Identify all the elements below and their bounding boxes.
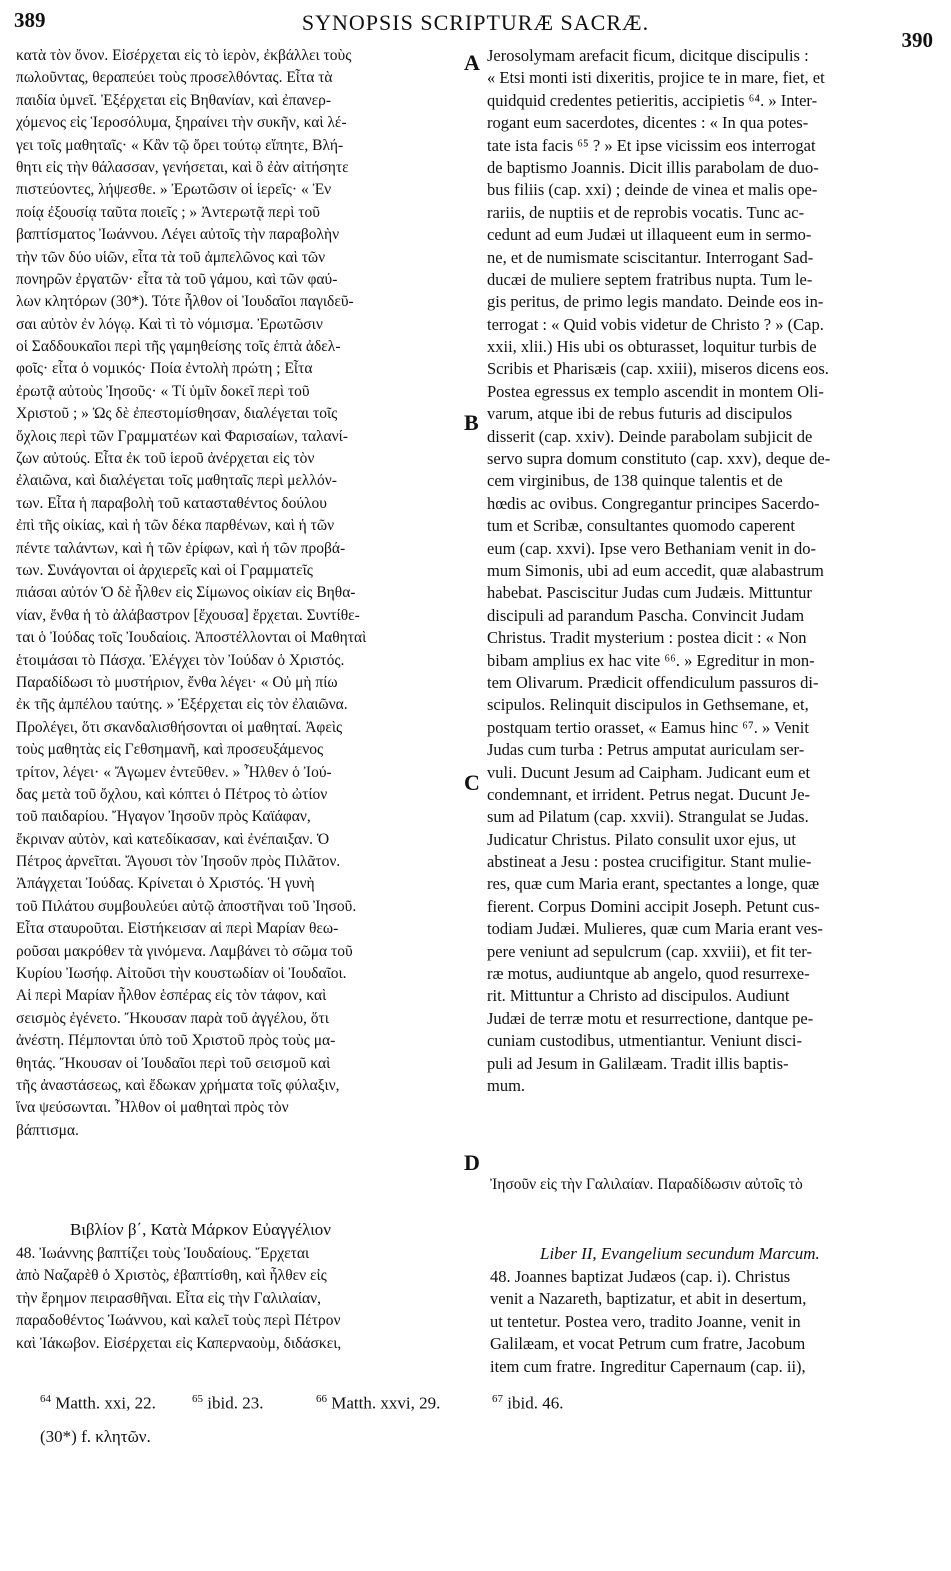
latin-text-line: condemnant, et irrident. Petrus negat. Ducunt Je- — [487, 784, 811, 804]
greek-text-line: τοῦ παιδαρίου. Ἤγαγον Ἰησοῦν πρὸς Καϊάφαν, — [16, 808, 311, 826]
latin-text-line: mum Simonis, ubi ad eum accedit, quæ alabastrum — [487, 560, 824, 580]
greek-text-line: τρίτον, λέγει· « Ἄγωμεν ἐντεῦθεν. » Ἦλθεν ὁ Ἰού- — [16, 763, 332, 781]
latin-text-line: hœdis ac ovibus. Congregantur principes Sacerdo- — [487, 493, 820, 513]
greek-text-line: Ἀπάγχεται Ἰούδας. Κρίνεται ὁ Χριστός. Ἡ γυνὴ — [16, 875, 315, 893]
latin-section-line: Galilæam, et vocat Petrum cum fratre, Jacobum — [490, 1334, 806, 1354]
greek-text-line: σεισμὸς ἐγένετο. Ἤκουσαν παρὰ τοῦ ἀγγέλου, ὅτι — [16, 1009, 329, 1027]
latin-text-line: habebat. Pasciscitur Judas cum Judæis. Mittuntur — [487, 583, 812, 603]
greek-text-line: βάπτισμα. — [16, 1121, 79, 1139]
greek-text-line: λων κλητόρων (30*). Τότε ἦλθον οἱ Ἰουδαῖοι παγιδεῦ- — [16, 293, 354, 311]
greek-text-line: τῆς ἀναστάσεως, καὶ ἔδωκαν χρήματα τοῖς φύλαξιν, — [16, 1076, 340, 1094]
latin-text-line: quidquid credentes petieritis, accipietis ⁶⁴. » Inter- — [487, 90, 818, 110]
section-marker-b: B — [464, 410, 479, 435]
greek-text-line: θητάς. Ἤκουσαν οἱ Ἰουδαῖοι περὶ τοῦ σεισμοῦ καὶ — [16, 1054, 331, 1072]
greek-text-line: ἵνα ψεύσωνται. Ἦλθον οἱ μαθηταὶ πρὸς τὸν — [16, 1099, 289, 1117]
latin-text-line: Judæi de terræ motu et resurrectione, dantque pe- — [487, 1008, 814, 1028]
greek-text-line: βαπτίσματος Ἰωάννου. Λέγει αὐτοῖς τὴν παραβολὴν — [16, 226, 340, 244]
footnote-67-text: ibid. 46. — [507, 1393, 564, 1413]
greek-text-line: των. Εἶτα ἡ παραβολὴ τοῦ κατασταθέντος δούλου — [16, 494, 327, 512]
latin-text-line: gis peritus, de primo legis mandato. Deinde eos in- — [487, 292, 824, 312]
greek-section-line: ἀπὸ Ναζαρὲθ ὁ Χριστὸς, ἐβαπτίσθη, καὶ ἦλθεν εἰς — [16, 1267, 327, 1285]
greek-text-line: χόμενος εἰς Ἱεροσόλυμα, ξηραίνει τὴν συκῆν, καὶ λέ- — [16, 114, 347, 132]
latin-text-line: Christus. Tradit mysterium : postea dicit : « Non — [487, 628, 807, 648]
greek-text-line: ποίᾳ ἐξουσίᾳ ταῦτα ποιεῖς ; » Ἀντερωτᾷ περὶ τοῦ — [16, 203, 320, 221]
latin-text-line: xxii, xlii.) His ubi os obturasset, loquitur turbis de — [487, 337, 817, 357]
greek-text-line: τὴν τῶν δύο υἱῶν, εἶτα τὰ τοῦ ἀμπελῶνος καὶ τῶν — [16, 248, 326, 266]
greek-section-line: καὶ Ἰάκωβον. Εἰσέρχεται εἰς Καπερναοὺμ, διδάσκει, — [16, 1334, 342, 1352]
footnote-64-number: 64 — [40, 1393, 51, 1405]
footnote-67-number: 67 — [492, 1393, 503, 1405]
footnote-66 — [316, 1393, 440, 1414]
greek-section-line: τὴν ἔρημον πειρασθῆναι. Εἶτα εἰς τὴν Γαλιλαίαν, — [16, 1289, 321, 1307]
greek-continuation-line: Ἰησοῦν εἰς τὴν Γαλιλαίαν. Παραδίδωσιν αὐτοῖς τὸ — [490, 1176, 803, 1193]
latin-text-line: Postea egressus ex templo ascendit in montem Oli- — [487, 381, 824, 401]
greek-text-line: γει τοῖς μαθηταῖς· « Κἂν τῷ ὄρει τούτῳ εἴπητε, Βλή- — [16, 136, 344, 154]
greek-subtitle: Βιβλίον β΄, Κατὰ Μάρκον Εὐαγγέλιον — [70, 1220, 331, 1239]
latin-text-line: bus filiis (cap. xxi) ; deinde de vinea et malis ope- — [487, 180, 818, 200]
latin-text-line: mum. — [487, 1075, 526, 1095]
running-title: SYNOPSIS SCRIPTURÆ SACRÆ. — [301, 10, 650, 35]
greek-text-line: οἱ Σαδδουκαῖοι περὶ τῆς γαμηθείσης τοῖς ἑπτὰ ἀδελ- — [16, 338, 341, 356]
latin-text-line: puli ad Jesum in Galilæam. Tradit illis baptis- — [487, 1053, 789, 1073]
latin-text-line: ne, et de numismate sciscitantur. Interrogant Sad- — [487, 247, 814, 267]
greek-text-line: πονηρῶν ἐργατῶν· εἶτα τὰ τοῦ γάμου, καὶ τῶν φαύ- — [16, 270, 338, 288]
latin-text-line: postquam tertio orasset, « Eamus hinc ⁶⁷. » Venit — [487, 717, 809, 737]
greek-section-line: 48. Ἰωάννης βαπτίζει τοὺς Ἰουδαίους. Ἔρχεται — [16, 1245, 310, 1262]
greek-text-line: σαι αὐτὸν ἐν λόγῳ. Καὶ τὶ τὸ νόμισμα. Ἐρωτῶσιν — [16, 315, 323, 333]
latin-section-line: item cum fratre. Ingreditur Capernaum (cap. ii), — [490, 1356, 806, 1376]
greek-column — [16, 45, 462, 1142]
footnote-67 — [492, 1393, 563, 1414]
section-marker-c: C — [464, 770, 480, 795]
footnote-65-text: ibid. 23. — [207, 1393, 264, 1413]
latin-text-line: « Etsi monti isti dixeritis, projice te in mare, fiet, et — [487, 68, 825, 88]
latin-section-line: ut tentetur. Postea vero, tradito Joanne, venit in — [490, 1311, 801, 1331]
footnote-66-text: Matth. xxvi, 29. — [331, 1393, 441, 1413]
latin-text-line: ræ motus, audiuntque ab angelo, quod resurrexe- — [487, 964, 810, 984]
greek-text-line: πέντε ταλάντων, καὶ ἡ τῶν ἐρίφων, καὶ ἡ τῶν προβά- — [16, 539, 346, 557]
section-marker-d: D — [464, 1150, 480, 1175]
latin-text-line: tate ista facis ⁶⁵ ? » Et ipse vicissim eos interrogat — [487, 135, 816, 155]
greek-text-line: θητι εἰς τὴν θάλασσαν, γενήσεται, καὶ ὃ ἐὰν αἰτήσητε — [16, 158, 349, 176]
latin-text-line: cedunt ad eum Judæi ut illaqueent eum in sermo- — [487, 225, 812, 245]
footnote-65 — [192, 1393, 263, 1414]
latin-text-line: Judicatur Christus. Pilato consulit uxor ejus, ut — [487, 829, 796, 849]
latin-text-line: varum, atque ibi de rebus futuris ad discipulos — [487, 404, 793, 424]
footnote-30: (30*) f. κλητῶν. — [40, 1427, 151, 1446]
latin-section-line: 48. Joannes baptizat Judæos (cap. i). Christus — [490, 1267, 791, 1286]
latin-text-line: res, quæ cum Maria erant, spectantes a longe, quæ — [487, 874, 820, 894]
latin-text-line: bibam amplius ex hac vite ⁶⁶. » Egreditur in mon- — [487, 650, 815, 670]
greek-text-line: ἐπὶ τῆς οἰκίας, καὶ ἡ τῶν δέκα παρθένων, καὶ ἡ τῶν — [16, 517, 335, 535]
latin-text-line: Scribis et Pharisæis (cap. xxiii), miseros dicens eos. — [487, 359, 829, 379]
greek-text-line: ἐρωτᾷ αὐτοὺς Ἰησοῦς· « Τί ὑμῖν δοκεῖ περὶ τοῦ — [16, 382, 310, 400]
latin-text-line: cuniam custodibus, utmentiantur. Veniunt disci- — [487, 1031, 802, 1051]
greek-text-line: των. Συνάγονται οἱ ἀρχιερεῖς καὶ οἱ Γραμματεῖς — [16, 561, 313, 579]
page-number-right: 390 — [901, 28, 933, 52]
latin-text-line: scipulos. Relinquit discipulos in Gethsemane, et, — [487, 695, 809, 715]
latin-text-line: sum ad Pilatum (cap. xxvii). Strangulat se Judas. — [487, 807, 809, 827]
greek-text-line: ἔκριναν αὐτὸν, καὶ κατεδίκασαν, καὶ ἐνέπαιξαν. Ὁ — [16, 830, 330, 848]
latin-text-line: Judas cum turba : Petrus amputat auriculam ser- — [487, 740, 805, 760]
greek-text-line: πιστεύοντες, λήψεσθε. » Ἐρωτῶσιν οἱ ἱερεῖς· « Ἐν — [16, 181, 332, 199]
footnote-64 — [40, 1393, 156, 1414]
greek-section-line: παραδοθέντος Ἰωάννου, καὶ καλεῖ τοὺς περὶ Πέτρον — [16, 1312, 341, 1330]
greek-text-line: ἐκ τῆς ἀμπέλου ταύτης. » Ἐξέρχεται εἰς τὸν ἐλαιῶνα. — [16, 696, 348, 714]
greek-section — [16, 1243, 462, 1355]
latin-text-line: fierent. Corpus Domini accipit Joseph. Petunt cus- — [487, 896, 820, 916]
greek-text-line: τοῦ Πιλάτου συμβουλεύει αὐτῷ ἀποστῆναι τοῦ Ἰησοῦ. — [16, 897, 357, 915]
latin-subtitle: Liber II, Evangelium secundum Marcum. — [540, 1244, 820, 1263]
greek-text-line: κατὰ τὸν ὄνον. Εἰσέρχεται εἰς τὸ ἱερὸν, ἐκβάλλει τοὺς — [16, 47, 352, 64]
footnote-65-number: 65 — [192, 1393, 203, 1405]
section-marker-a: A — [464, 50, 480, 75]
latin-text-line: eum (cap. xxvi). Ipse vero Bethaniam venit in do- — [487, 538, 816, 558]
greek-text-line: Παραδίδωσι τὸ μυστήριον, ἔνθα λέγει· « Οὐ μὴ πίω — [16, 673, 338, 691]
latin-text-line: vuli. Ducunt Jesum ad Caipham. Judicant eum et — [487, 762, 811, 782]
latin-text-line: tem Olivarum. Prædicit offendiculum passuros di- — [487, 672, 819, 692]
latin-text-line: de baptismo Joannis. Dicit illis parabolam de duo- — [487, 157, 819, 177]
latin-text-line: rariis, de nuptiis et de reprobis vocatis. Tunc ac- — [487, 202, 805, 222]
greek-text-line: Κυρίου Ἰωσήφ. Αἰτοῦσι τὴν κουστωδίαν οἱ Ἰουδαῖοι. — [16, 965, 347, 983]
latin-section-line: venit a Nazareth, baptizatur, et abit in desertum, — [490, 1289, 807, 1309]
greek-text-line: Πέτρος ἀρνεῖται. Ἄγουσι τὸν Ἰησοῦν πρὸς Πιλᾶτον. — [16, 853, 341, 871]
greek-text-line: ἀνέστη. Πέμπονται ὑπὸ τοῦ Χριστοῦ πρὸς τοὺς μα- — [16, 1032, 336, 1050]
latin-text-line: rogant eum sacerdotes, dicentes : « In qua potes- — [487, 113, 809, 133]
greek-text-line: παιδία ὑμνεῖ. Ἐξέρχεται εἰς Βηθανίαν, καὶ ἐπανερ- — [16, 91, 331, 109]
greek-text-line: νίαν, ἔνθα ἡ τὸ ἀλάβαστρον [ἔχουσα] ἔρχεται. Συντίθε- — [16, 606, 360, 624]
greek-text-line: πιάσαι αὐτόν Ὁ δὲ ἦλθεν εἰς Σίμωνος οἰκίαν εἰς Βηθα- — [16, 584, 356, 602]
greek-text-line: ζων αὐτούς. Εἶτα ἐκ τοῦ ἱεροῦ ἀνέρχεται εἰς τὸν — [16, 450, 315, 468]
latin-text-line: terrogat : « Quid vobis videtur de Christo ? » (Cap. — [487, 314, 824, 334]
latin-text-line: todiam Judæi. Mulieres, quæ cum Maria erant ves- — [487, 919, 823, 939]
latin-text-line: tum et Scribæ, consultantes quomodo caperent — [487, 516, 795, 536]
latin-text-line: abstineat a Jesu : postea crucifigitur. Stant mulie- — [487, 852, 812, 872]
greek-text-line: Εἶτα σταυροῦται. Εἰστήκεισαν αἱ περὶ Μαρίαν θεω- — [16, 920, 339, 938]
greek-text-line: Αἱ περὶ Μαρίαν ἦλθον ἑσπέρας εἰς τὸν τάφον, καὶ — [16, 987, 327, 1005]
greek-text-line: τοὺς μαθητὰς εἰς Γεθσημανῆ, καὶ προσευξάμενος — [16, 741, 324, 759]
latin-text-line: Jerosolymam arefacit ficum, dicitque discipulis : — [487, 46, 809, 65]
latin-column — [487, 45, 937, 1097]
greek-text-line: ἑτοιμάσαι τὸ Πάσχα. Ἐλέγχει τὸν Ἰούδαν ὁ Χριστός. — [16, 651, 345, 669]
latin-text-line: discipuli ad parandum Pascha. Convincit Judam — [487, 605, 805, 625]
greek-text-line: ται ὁ Ἰούδας τοῖς Ἰουδαίοις. Ἀποστέλλονται οἱ Μαθηταὶ — [16, 629, 367, 647]
latin-text-line: cem virginibus, de 138 quinque talentis et de — [487, 471, 783, 491]
greek-text-line: ροῦσαι μακρόθεν τὰ γινόμενα. Λαμβάνει τὸ σῶμα τοῦ — [16, 942, 353, 960]
greek-text-line: φοῖς· εἶτα ὁ νομικός· Ποία ἐντολὴ πρώτη ; Εἶτα — [16, 360, 313, 378]
latin-text-line: ducæi de muliere septem fratribus nupta. Tum le- — [487, 269, 813, 289]
latin-text-line: disserit (cap. xxiv). Deinde parabolam subjicit de — [487, 426, 813, 446]
page-number-left: 389 — [14, 8, 46, 32]
greek-text-line: πωλοῦντας, θεραπεύει τοὺς προσελθόντας. Εἶτα τὰ — [16, 69, 333, 87]
greek-text-line: Χριστοῦ ; » Ὡς δὲ ἐπεστομίσθησαν, διαλέγεται τοῖς — [16, 405, 338, 423]
latin-section — [490, 1266, 938, 1378]
greek-text-line: Προλέγει, ὅτι σκανδαλισθήσονται οἱ μαθηταί. Ἀφεὶς — [16, 718, 343, 736]
latin-text-line: servo supra domum constituto (cap. xxv), deque de- — [487, 449, 831, 469]
greek-text-line: ἐλαιῶνα, καὶ διαλέγεται τοῖς μαθηταῖς περὶ μελλόν- — [16, 472, 337, 490]
greek-text-line: δας μετὰ τοῦ ὄχλου, καὶ κόπτει ὁ Πέτρος τὸ ὠτίον — [16, 785, 328, 803]
latin-text-line: rit. Mittuntur a Christo ad discipulos. Audiunt — [487, 986, 790, 1006]
latin-text-line: pere veniunt ad sepulcrum (cap. xxviii), et fit ter- — [487, 941, 812, 961]
greek-text-line: ὄχλοις περὶ τῶν Γραμματέων καὶ Φαρισαίων, ταλανί- — [16, 427, 349, 445]
footnote-66-number: 66 — [316, 1393, 327, 1405]
footnote-64-text: Matth. xxi, 22. — [55, 1393, 156, 1413]
